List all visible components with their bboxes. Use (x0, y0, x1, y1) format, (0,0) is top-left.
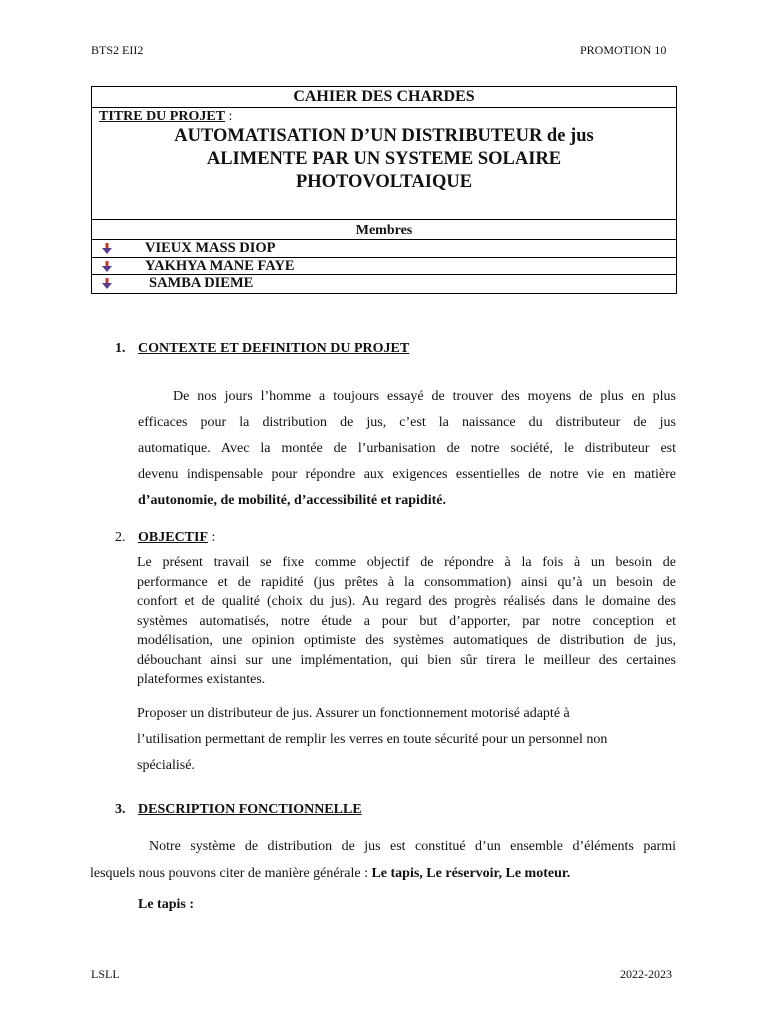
project-cell (92, 108, 676, 220)
project-name-line: PHOTOVOLTAIQUE (295, 172, 473, 192)
section2-number: 2. (115, 530, 126, 545)
project-label-wrap (99, 109, 232, 125)
member-row (92, 240, 676, 258)
paragraph-line: efficaces pour la distribution de jus, c’est la naissance du distributeur de jus (138, 415, 676, 430)
table-title: CAHIER DES CHARDES (92, 87, 676, 108)
paragraph-line (90, 860, 676, 887)
member-row (92, 275, 676, 293)
section3-heading (115, 802, 362, 818)
members-heading: Membres (92, 220, 676, 240)
section3-subheading: Le tapis : (138, 897, 194, 912)
paragraph-bold-line: d’autonomie, de mobilité, d’accessibilité et rapidité. (138, 493, 446, 508)
section2-title: OBJECTIF (138, 530, 209, 545)
paragraph-line: Notre système de distribution de jus est constitué d’un ensemble d’éléments parmi (149, 839, 676, 854)
section3-paragraph (90, 833, 676, 887)
arrow-down-icon (102, 261, 112, 272)
paragraph-line: devenu indispensable pour répondre aux exigences essentielles de notre vie en matière (138, 467, 676, 482)
project-label: TITRE DU PROJET (99, 109, 226, 124)
member-name: SAMBA DIEME (149, 275, 254, 291)
section3-title: DESCRIPTION FONCTIONNELLE (138, 802, 362, 817)
paragraph-line: modélisation, une opinion optimiste des systèmes automatiques de distribution de jus, (137, 633, 676, 648)
section1-paragraph (138, 384, 676, 514)
project-label-colon: : (225, 109, 233, 124)
member-name: VIEUX MASS DIOP (145, 240, 276, 256)
section2-title-colon: : (208, 530, 216, 545)
arrow-down-icon (102, 243, 112, 254)
paragraph-line: Proposer un distributeur de jus. Assurer un fonctionnement motorisé adapté à (137, 706, 570, 721)
paragraph-line: systèmes automatisés, notre étude a pour but d’apporter, par notre conception et (137, 613, 676, 629)
section2-paragraph2 (137, 701, 676, 779)
paragraph-line: performance et de rapidité (jus prêtes à la consommation) ainsi qu’à un besoin de (137, 574, 676, 590)
section3-number: 3. (115, 802, 126, 817)
member-name: YAKHYA MANE FAYE (145, 257, 295, 274)
section1-heading (115, 341, 410, 357)
footer-left: LSLL (91, 967, 120, 981)
section2-heading (138, 530, 215, 546)
header-right: PROMOTION 10 (580, 43, 667, 57)
footer-right: 2022-2023 (620, 967, 672, 981)
project-name-line: ALIMENTE PAR UN SYSTEME SOLAIRE (206, 149, 562, 169)
paragraph-line: Le présent travail se fixe comme objectif de répondre à la fois à un besoin de (137, 555, 676, 570)
paragraph-line: plateformes existantes. (137, 672, 266, 687)
arrow-down-icon (102, 278, 112, 289)
paragraph-line-text: lesquels nous pouvons citer de manière générale : (90, 866, 368, 881)
project-name (92, 125, 676, 194)
section2-paragraph1 (137, 553, 676, 690)
paragraph-line: débouchant ainsi sur une implémentation, qui bien sûr tirera le meilleur des certaines (137, 652, 676, 668)
section1-title: CONTEXTE ET DEFINITION DU PROJET (138, 341, 410, 356)
member-row (92, 258, 676, 276)
paragraph-bold-text: Le tapis, Le réservoir, Le moteur. (371, 866, 571, 881)
paragraph-line: De nos jours l’homme a toujours essayé de trouver des moyens de plus en plus (173, 389, 676, 404)
paragraph-line: confort et de qualité (choix du jus). Au regard des progrès réalisés dans le domaine des (137, 594, 676, 609)
project-table (91, 86, 677, 294)
header-left: BTS2 EII2 (91, 43, 144, 57)
paragraph-line: l’utilisation permettant de remplir les verres en toute sécurité pour un personnel non (137, 732, 608, 747)
paragraph-line: automatique. Avec la montée de l’urbanisation de notre société, le distributeur est (138, 441, 676, 456)
project-name-line: AUTOMATISATION D’UN DISTRIBUTEUR de jus (174, 126, 594, 146)
paragraph-line: spécialisé. (137, 758, 195, 773)
section1-number: 1. (115, 341, 126, 356)
